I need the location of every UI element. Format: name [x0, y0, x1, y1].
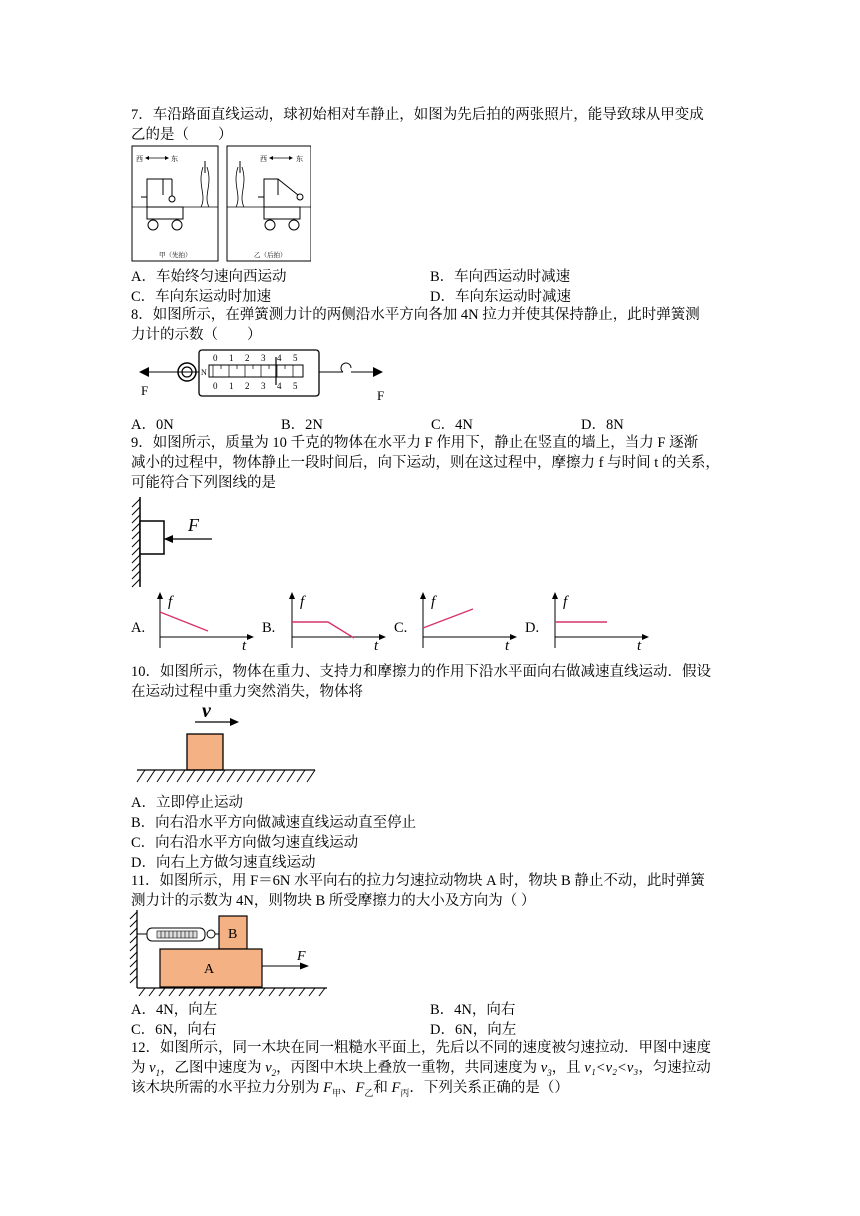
q11-block-a-label: A [204, 962, 215, 977]
q11-blocks-figure [127, 908, 337, 1000]
q11-option-c[interactable]: C．6N，向右 [131, 1022, 217, 1038]
q9-stem-line2: 减小的过程中，物体静止一段时间后，向下运动，则在这过程中，摩擦力 f 与时间 t 的关系， [131, 455, 720, 471]
q9-option-a-label[interactable]: A. [131, 620, 146, 636]
q9-graph-d-x: t [637, 638, 642, 650]
q8-scale-bottom-3: 3 [261, 381, 266, 391]
q10-stem-line1: 10．如图所示，物体在重力、支持力和摩擦力的作用下沿水平面向右做减速直线运动．假设 [131, 664, 711, 680]
q9-graph-a[interactable] [150, 590, 255, 650]
q8-scale-top-0: 0 [213, 353, 218, 363]
q11-force-label: F [297, 949, 306, 964]
q9-graph-c-x: t [505, 638, 510, 650]
q10-block-figure [135, 700, 320, 790]
q8-spring-scale-figure [135, 345, 395, 405]
q8-scale-bottom-1: 1 [229, 381, 234, 391]
q11-option-a[interactable]: A．4N，向左 [131, 1002, 218, 1018]
q9-graph-d[interactable] [545, 590, 650, 650]
q8-stem-line1: 8．如图所示，在弹簧测力计的两侧沿水平方向各加 4N 拉力并使其保持静止，此时弹簧测 [131, 307, 700, 323]
q11-stem-line1: 11．如图所示，用 F＝6N 水平向右的拉力匀速拉动物块 A 时，物块 B 静止不动，此时弹簧 [131, 873, 705, 889]
q9-option-d-label[interactable]: D. [525, 620, 540, 636]
q9-graph-d-y: f [563, 594, 568, 610]
q7-west-label-a: 西 [136, 155, 143, 163]
q8-scale-top-3: 3 [261, 353, 266, 363]
q7-option-a[interactable]: A．车始终匀速向西运动 [131, 269, 287, 285]
q11-option-d[interactable]: D．6N，向左 [430, 1022, 517, 1038]
q7-figure [131, 145, 311, 263]
q9-stem-line1: 9．如图所示，质量为 10 千克的物体在水平力 F 作用下，静止在竖直的墙上，当力 F 逐渐 [131, 435, 699, 451]
q8-option-a[interactable]: A．0N [131, 417, 174, 433]
q8-scale-bottom-5: 5 [293, 381, 298, 391]
q10-option-a[interactable]: A．立即停止运动 [131, 795, 243, 811]
q9-force-label: F [188, 515, 199, 535]
q12-velocity-relation: v₁<v₂<v₃ [584, 1060, 639, 1076]
q9-graph-c-y: f [431, 594, 436, 610]
q9-graph-b[interactable] [282, 590, 387, 650]
q9-wall-figure [126, 495, 226, 590]
q7-option-b[interactable]: B．车向西运动时减速 [430, 269, 571, 285]
q10-option-d[interactable]: D．向右上方做匀速直线运动 [131, 855, 316, 871]
q7-stem-line2: 乙的是（ ） [131, 127, 233, 143]
q10-velocity-label: v [202, 700, 211, 722]
q9-graph-c[interactable] [413, 590, 518, 650]
q8-force-right: F [377, 388, 385, 403]
q7-photo-yi [227, 146, 311, 261]
q7-caption-yi: 乙（后拍） [254, 252, 287, 259]
q8-stem-line2: 力计的示数（ ） [131, 327, 262, 343]
q8-scale-bottom-2: 2 [245, 381, 250, 391]
q8-option-d[interactable]: D．8N [581, 417, 624, 433]
q8-option-b[interactable]: B．2N [281, 417, 323, 433]
q7-east-label-b: 东 [296, 155, 303, 163]
q9-option-c-label[interactable]: C. [394, 620, 408, 636]
q7-caption-jia: 甲（先拍） [159, 252, 192, 259]
q7-option-c[interactable]: C．车向东运动时加速 [131, 289, 272, 305]
q10-stem-line2: 在运动过程中重力突然消失，物体将 [131, 684, 363, 700]
q7-west-label-b: 西 [260, 155, 267, 163]
q9-option-b-label[interactable]: B. [262, 620, 276, 636]
q8-unit: N [201, 368, 207, 377]
q8-force-left: F [141, 383, 149, 398]
q9-graph-b-x: t [374, 638, 379, 650]
q9-stem-line3: 可能符合下列图线的是 [131, 475, 276, 491]
q7-photo-jia [132, 146, 218, 261]
q12-stem-line3: 该木块所需的水平拉力分别为 $F_甲$、$F_乙$和 $F_丙$．下列关系正确的是（） [131, 1080, 569, 1098]
q8-scale-top-2: 2 [245, 353, 250, 363]
q7-option-d[interactable]: D．车向东运动时减速 [430, 289, 571, 305]
q11-block-b-label: B [228, 927, 238, 942]
q8-scale-top-1: 1 [229, 353, 234, 363]
q8-option-c[interactable]: C．4N [431, 417, 473, 433]
q8-scale-top-4: 4 [277, 353, 282, 363]
q11-option-b[interactable]: B．4N，向右 [430, 1002, 516, 1018]
q12-stem-line2: 为 $v_1$，乙图中速度为 $v_2$，丙图中木块上叠放一重物，共同速度为 $v_3$，且 v₁<v₂<v₃，匀速拉动 [131, 1060, 711, 1078]
q8-scale-bottom-0: 0 [213, 381, 218, 391]
q10-option-b[interactable]: B．向右沿水平方向做减速直线运动直至停止 [131, 815, 417, 831]
q8-scale-top-5: 5 [293, 353, 298, 363]
q7-stem-line1: 7．车沿路面直线运动，球初始相对车静止，如图为先后拍的两张照片，能导致球从甲变成 [131, 107, 704, 123]
q9-graph-b-y: f [300, 594, 305, 610]
q9-graph-a-y: f [168, 594, 173, 610]
q10-option-c[interactable]: C．向右沿水平方向做匀速直线运动 [131, 835, 359, 851]
q11-stem-line2: 测力计的示数为 4N，则物块 B 所受摩擦力的大小及方向为（ ） [131, 893, 536, 909]
q8-scale-bottom-4: 4 [277, 381, 282, 391]
q7-east-label-a: 东 [171, 155, 178, 163]
q12-stem-line1: 12．如图所示，同一木块在同一粗糙水平面上，先后以不同的速度被匀速拉动．甲图中速度 [131, 1040, 711, 1056]
q9-graph-a-x: t [242, 638, 247, 650]
